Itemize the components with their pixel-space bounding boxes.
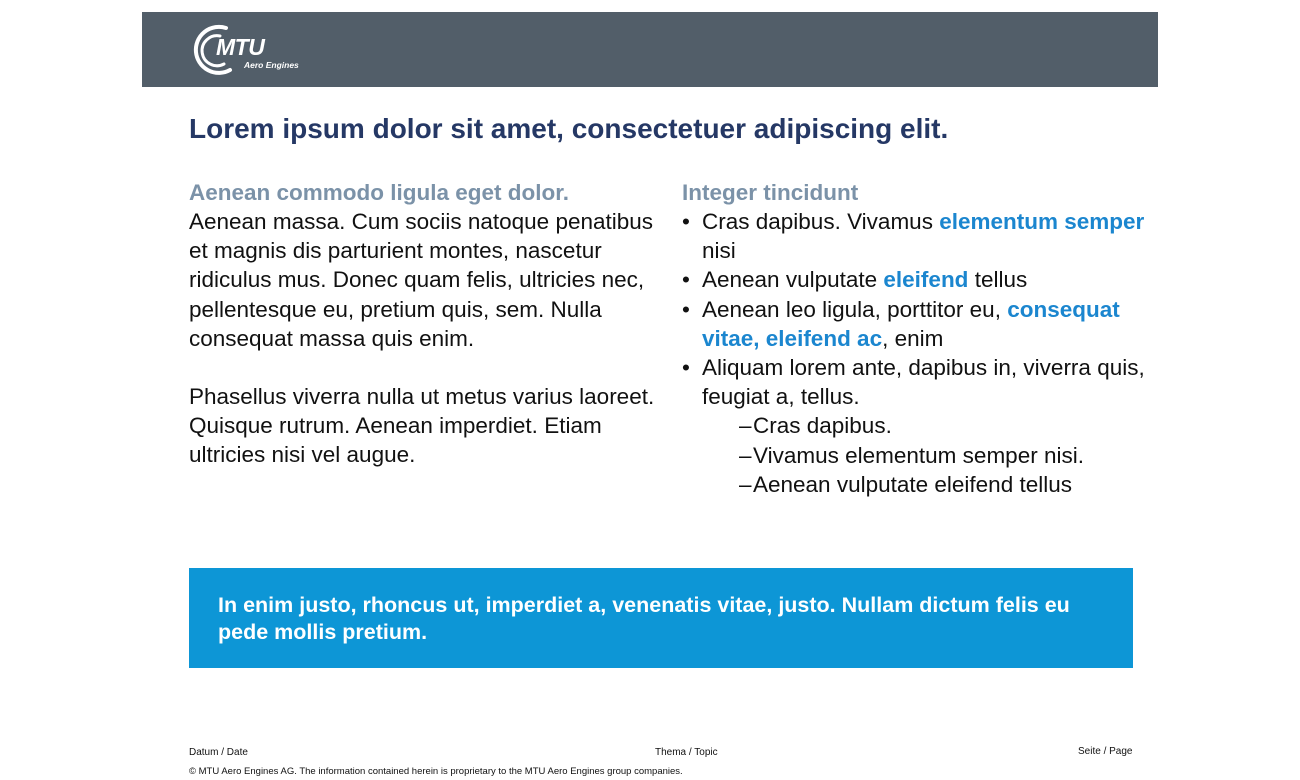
sub-bullet-text: Vivamus elementum semper nisi. — [753, 442, 1084, 468]
sub-bullet-text: Aenean vulputate eleifend tellus — [753, 471, 1072, 497]
footer-page-label: Seite / Page — [1078, 746, 1133, 757]
bullet-text: Aenean vulputate — [702, 267, 884, 293]
left-column-heading: Aenean commodo ligula eget dolor. — [189, 180, 570, 205]
left-paragraph-2: Phasellus viverra nulla ut metus varius laoreet. Quisque rutrum. Aenean imperdiet. Etiam ultricies nisi vel augue. — [189, 384, 655, 468]
bullet-item — [682, 265, 1152, 294]
sub-bullet-item — [682, 470, 1152, 499]
bullet-text: Cras dapibus. Vivamus — [702, 209, 940, 234]
footer-date-label: Datum / Date — [189, 747, 248, 758]
bullet-text: Aliquam lorem ante, dapibus in, viverra quis, feugiat a, tellus. — [702, 355, 1145, 410]
sub-bullet-text: Cras dapibus. — [753, 413, 892, 439]
bullet-item — [682, 353, 1152, 411]
bullet-glyph: • — [682, 355, 690, 381]
callout-box — [189, 568, 1133, 668]
dash-glyph: – — [739, 413, 752, 439]
logo-subtitle-text: Aero Engines — [244, 60, 299, 70]
bullet-list — [682, 207, 1152, 411]
header-bar — [142, 12, 1158, 87]
callout-text: In enim justo, rhoncus ut, imperdiet a, venenatis vitae, justo. Nullam dictum felis eu pede mollis pretium. — [218, 593, 1070, 644]
bullet-highlight: consequat vitae, eleifend ac — [702, 296, 1120, 351]
bullet-text: tellus — [968, 267, 1028, 293]
right-column — [682, 179, 1152, 499]
bullet-item — [682, 207, 1152, 265]
bullet-item — [682, 295, 1152, 353]
company-logo — [186, 22, 306, 78]
sub-bullet-item — [682, 441, 1152, 470]
bullet-text: Aenean leo ligula, porttitor eu, — [702, 296, 1008, 322]
right-column-heading: Integer tincidunt — [682, 180, 859, 205]
sub-bullet-list — [682, 411, 1152, 499]
bullet-glyph: • — [682, 267, 690, 293]
bullet-glyph: • — [682, 296, 690, 322]
left-column — [189, 179, 659, 470]
bullet-highlight: elementum semper — [939, 209, 1145, 234]
bullet-text: , enim — [882, 325, 944, 351]
bullet-highlight: eleifend — [883, 267, 969, 293]
sub-bullet-item — [682, 411, 1152, 440]
left-paragraph-1: Aenean massa. Cum sociis natoque penatibus et magnis dis parturient montes, nascetur ridiculus mus. Donec quam felis, ultricies nec, pellentesque eu, pretium quis, sem. Nulla consequat massa quis enim. — [189, 209, 654, 351]
footer-topic-label: Thema / Topic — [655, 747, 718, 758]
slide-title: Lorem ipsum dolor sit amet, consectetuer adipiscing elit. — [189, 113, 949, 144]
dash-glyph: – — [739, 471, 752, 497]
logo-brand-text: MTU — [216, 34, 265, 60]
bullet-glyph: • — [682, 209, 690, 234]
bullet-text: nisi — [702, 238, 736, 264]
dash-glyph: – — [739, 442, 752, 468]
footer-copyright: © MTU Aero Engines AG. The information contained herein is proprietary to the MTU Aero Engines group companies. — [189, 766, 683, 777]
